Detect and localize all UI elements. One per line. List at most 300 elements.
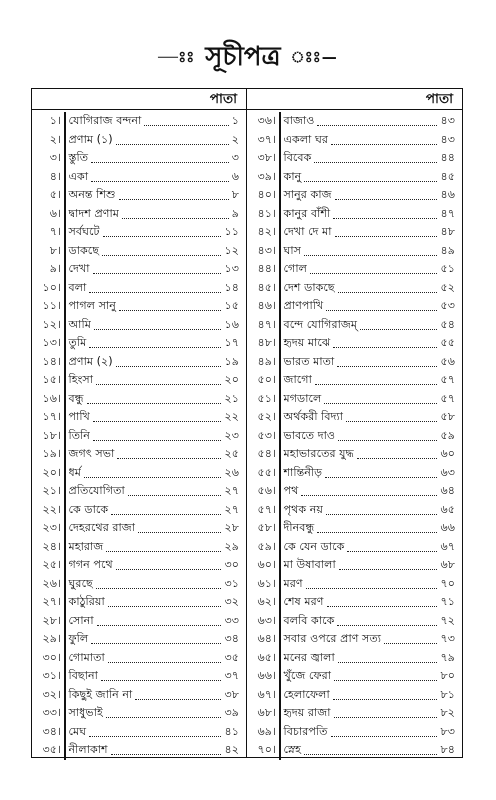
- entry-page-number: ৫১: [440, 262, 455, 275]
- list-item[interactable]: [247, 390, 462, 409]
- dot-leader: [310, 264, 438, 274]
- dot-leader: [338, 653, 438, 663]
- entry-title: জগৎ সভা: [68, 447, 115, 460]
- dot-leader: [101, 671, 222, 681]
- entry-page-number: ৬৪: [440, 484, 455, 497]
- entry-page-number: ৫৪: [440, 317, 455, 331]
- column-divider: [279, 556, 281, 575]
- dot-leader: [331, 135, 437, 145]
- list-item[interactable]: [247, 667, 462, 686]
- entry-number: ২৭।: [42, 595, 61, 608]
- column-divider: [279, 297, 281, 316]
- entry-page-number: ৪৪: [440, 151, 455, 164]
- column-divider: [64, 186, 66, 205]
- dot-leader: [119, 190, 229, 200]
- list-item[interactable]: [32, 686, 246, 705]
- entry-number: ৪৮।: [257, 336, 276, 349]
- entry-number: ৫৬।: [257, 484, 276, 497]
- list-item[interactable]: [247, 297, 462, 316]
- list-item[interactable]: [32, 482, 246, 501]
- entry-page-number: ৪৩: [440, 114, 455, 127]
- entry-page-number: ৪৬: [440, 188, 455, 201]
- entry-number: ২।: [49, 132, 61, 146]
- entry-title: বন্দে যোগিরাজম্: [283, 317, 358, 331]
- list-item[interactable]: [247, 260, 462, 279]
- list-item[interactable]: [32, 242, 246, 261]
- column-divider: [279, 242, 281, 261]
- entry-number: ৫০।: [257, 373, 276, 386]
- list-item[interactable]: [247, 556, 462, 575]
- column-divider: [279, 612, 281, 631]
- entry-title: সর্বঘটে: [68, 225, 100, 238]
- list-item[interactable]: [247, 353, 462, 372]
- entry-number: ৬৬।: [257, 669, 276, 682]
- list-item[interactable]: [247, 612, 462, 631]
- column-divider: [64, 482, 66, 501]
- list-item[interactable]: [247, 334, 462, 353]
- entry-page-number: ৮৩: [440, 724, 455, 738]
- list-item[interactable]: [32, 260, 246, 279]
- entry-number: ৬৮।: [257, 706, 276, 719]
- column-divider: [64, 242, 66, 261]
- entry-title: স্নেহ: [283, 743, 302, 756]
- entry-title: দেখা দে মা: [283, 225, 332, 238]
- entry-number: ৪৯।: [257, 354, 276, 368]
- entry-number: ১০।: [42, 280, 61, 294]
- entry-title: বন্ধু: [68, 391, 84, 405]
- dot-leader: [102, 246, 221, 256]
- title-ornament-right: ঃঃ—: [290, 47, 338, 66]
- entry-number: ২৪।: [42, 539, 61, 553]
- entry-title: তুমি: [68, 336, 87, 349]
- entry-page-number: ৪৩: [440, 132, 455, 146]
- dot-leader: [304, 745, 437, 755]
- entry-number: ১৪।: [42, 354, 61, 368]
- list-item[interactable]: [32, 408, 246, 427]
- list-item[interactable]: [247, 649, 462, 668]
- list-item[interactable]: [32, 149, 246, 168]
- entry-page-number: ৫৮: [440, 410, 455, 423]
- list-item[interactable]: [32, 667, 246, 686]
- dot-leader: [116, 357, 222, 367]
- column-divider: [279, 575, 281, 594]
- entry-title: ধর্ম: [68, 465, 81, 479]
- entry-title: বাজাও: [283, 114, 315, 127]
- entry-page-number: ৪৮: [440, 225, 455, 238]
- entry-title: সোনা: [68, 613, 94, 627]
- list-item[interactable]: [247, 630, 462, 649]
- dot-leader: [84, 468, 221, 478]
- entry-page-number: ১৬: [224, 317, 239, 331]
- column-divider: [279, 168, 281, 187]
- list-item[interactable]: [247, 464, 462, 483]
- entry-number: ৩৮।: [257, 151, 276, 164]
- entry-page-number: ৩৪: [224, 632, 239, 645]
- entry-title: হৃদয় মাঝে: [283, 336, 331, 349]
- list-item[interactable]: [247, 723, 462, 742]
- entry-number: ৬৫।: [257, 650, 276, 664]
- dot-leader: [122, 209, 229, 219]
- entry-page-number: ৬৭: [440, 539, 455, 553]
- dot-leader: [106, 708, 222, 718]
- list-item[interactable]: [32, 575, 246, 594]
- column-divider: [64, 371, 66, 390]
- entry-number: ৫৫।: [257, 465, 276, 479]
- list-item[interactable]: [247, 686, 462, 705]
- list-item[interactable]: [32, 501, 246, 520]
- list-item[interactable]: [247, 501, 462, 520]
- entry-page-number: ২: [231, 132, 239, 146]
- column-divider: [279, 131, 281, 150]
- entry-title: নীলাকাশ: [68, 743, 108, 756]
- list-item[interactable]: [32, 112, 246, 131]
- column-divider: [279, 112, 281, 131]
- entry-title: সবার ওপরে প্রাণ সত্য: [283, 632, 382, 645]
- dot-leader: [111, 505, 221, 515]
- dot-leader: [335, 227, 438, 237]
- list-item[interactable]: [247, 186, 462, 205]
- dot-leader: [384, 634, 437, 644]
- dot-leader: [317, 116, 437, 126]
- column-divider: [279, 223, 281, 242]
- contents-table: [31, 88, 463, 758]
- column-divider: [279, 649, 281, 668]
- entry-number: ৪৪।: [257, 262, 276, 275]
- entry-number: ১৩।: [42, 336, 61, 349]
- entry-number: ১৫।: [42, 373, 61, 386]
- column-divider: [64, 112, 66, 131]
- entry-number: ৭০।: [257, 743, 276, 756]
- entry-page-number: ৫২: [440, 280, 455, 294]
- entry-title: দেশ ডাকছে: [283, 280, 335, 294]
- dot-leader: [315, 375, 438, 385]
- entry-page-number: ৭৩: [440, 632, 455, 645]
- entry-title: অর্থকরী বিদ্যা: [283, 410, 343, 423]
- list-item[interactable]: [32, 131, 246, 150]
- column-divider: [279, 519, 281, 538]
- entry-page-number: ১৭: [224, 336, 239, 349]
- entry-title: প্রতিযোগিতা: [68, 484, 125, 497]
- column-divider: [64, 519, 66, 538]
- list-item[interactable]: [32, 427, 246, 446]
- column-divider: [64, 353, 66, 372]
- page-title: [0, 38, 496, 78]
- entry-number: ৬৪।: [257, 632, 276, 645]
- list-item[interactable]: [247, 741, 462, 760]
- entry-title: কানু: [283, 169, 302, 183]
- entry-number: ৪৫।: [257, 280, 276, 294]
- list-item[interactable]: [32, 741, 246, 760]
- column-divider: [279, 667, 281, 686]
- contents-list-left: [32, 110, 246, 757]
- entry-number: ৫।: [49, 188, 61, 201]
- dot-leader: [337, 616, 437, 626]
- list-item[interactable]: [32, 704, 246, 723]
- entry-title: শেষ মরণ: [283, 595, 324, 608]
- entry-page-number: ৪২: [224, 743, 239, 756]
- entry-title: মগডালে: [283, 391, 322, 405]
- column-divider: [64, 445, 66, 464]
- dot-leader: [119, 301, 222, 311]
- entry-number: ১৭।: [42, 410, 61, 423]
- column-divider: [64, 149, 66, 168]
- entry-title: গগন পথে: [68, 558, 113, 571]
- dot-leader: [334, 671, 437, 681]
- entry-page-number: ৬৫: [440, 502, 455, 516]
- entry-page-number: ৯: [231, 206, 239, 220]
- list-item[interactable]: [247, 593, 462, 612]
- entry-title: প্রণাম (২): [68, 354, 113, 368]
- column-divider: [279, 704, 281, 723]
- entry-page-number: ২৭: [224, 502, 239, 516]
- list-item[interactable]: [32, 223, 246, 242]
- entry-page-number: ৩: [231, 151, 239, 164]
- list-item[interactable]: [247, 445, 462, 464]
- column-divider: [64, 501, 66, 520]
- list-item[interactable]: [32, 316, 246, 335]
- entry-page-number: ১৯: [224, 354, 239, 368]
- entry-title: পৃথক নয়: [283, 502, 323, 516]
- dot-leader: [304, 246, 437, 256]
- entry-title: সাধুভাই: [68, 706, 103, 719]
- list-item[interactable]: [32, 390, 246, 409]
- page-column-header: পাতা: [32, 89, 246, 110]
- dot-leader: [97, 616, 222, 626]
- dot-leader: [108, 597, 222, 607]
- entry-page-number: ৭১: [440, 595, 455, 608]
- list-item[interactable]: [32, 445, 246, 464]
- dot-leader: [306, 579, 438, 589]
- column-divider: [279, 723, 281, 742]
- dot-leader: [91, 172, 229, 182]
- column-divider: [279, 464, 281, 483]
- list-item[interactable]: [247, 112, 462, 131]
- entry-page-number: ৩৫: [224, 650, 239, 664]
- entry-page-number: ১৩: [224, 262, 239, 275]
- list-item[interactable]: [32, 593, 246, 612]
- list-item[interactable]: [32, 556, 246, 575]
- entry-number: ১২।: [42, 317, 61, 331]
- list-item[interactable]: [247, 205, 462, 224]
- column-divider: [64, 686, 66, 705]
- entry-number: ২২।: [42, 502, 61, 516]
- list-item[interactable]: [247, 168, 462, 187]
- entry-number: ১৬।: [42, 391, 61, 405]
- entry-title: দেহরথের রাজা: [68, 521, 136, 534]
- list-item[interactable]: [247, 704, 462, 723]
- column-divider: [64, 649, 66, 668]
- entry-title: বিবেক: [283, 151, 312, 164]
- list-item[interactable]: [32, 371, 246, 390]
- list-item[interactable]: [247, 519, 462, 538]
- column-divider: [64, 704, 66, 723]
- dot-leader: [339, 560, 438, 570]
- entry-page-number: ৩৮: [224, 687, 239, 701]
- entry-number: ২৯।: [42, 632, 61, 645]
- entry-page-number: ২৩: [224, 428, 239, 442]
- entry-number: ৩২।: [42, 687, 61, 701]
- dot-leader: [331, 727, 438, 737]
- list-item[interactable]: [32, 168, 246, 187]
- dot-leader: [93, 264, 222, 274]
- entry-number: ২৮।: [42, 613, 61, 627]
- entry-title: কে যেন ডাকে: [283, 539, 345, 553]
- entry-title: পথ: [283, 484, 299, 497]
- column-divider: [64, 593, 66, 612]
- entry-title: ভারত মাতা: [283, 354, 335, 368]
- column-divider: [64, 279, 66, 298]
- entry-title: দ্বাদশ প্রণাম: [68, 206, 120, 220]
- column-divider: [64, 575, 66, 594]
- list-item[interactable]: [32, 186, 246, 205]
- entry-page-number: ১১: [224, 225, 239, 238]
- entry-number: ৩৫।: [42, 743, 61, 756]
- entry-number: ৪০।: [257, 188, 276, 201]
- entry-page-number: ৬৩: [440, 465, 455, 479]
- entry-title: মরণ: [283, 576, 303, 590]
- dot-leader: [103, 227, 222, 237]
- entry-page-number: ৫৬: [440, 354, 455, 368]
- dot-leader: [87, 394, 222, 404]
- entry-page-number: ৭৯: [440, 650, 455, 664]
- column-divider: [64, 667, 66, 686]
- entry-title: ঘাস: [283, 243, 302, 257]
- entry-page-number: ১২: [224, 243, 239, 257]
- list-item[interactable]: [247, 131, 462, 150]
- list-item[interactable]: [32, 649, 246, 668]
- column-divider: [64, 316, 66, 335]
- column-divider: [279, 186, 281, 205]
- title-ornament-left: —ঃঃ: [158, 47, 196, 66]
- entry-title: হেলাফেলা: [283, 687, 330, 701]
- list-item[interactable]: [247, 149, 462, 168]
- entry-title: যোগিরাজ বন্দনা: [68, 114, 142, 127]
- entry-page-number: ৩১: [224, 576, 239, 590]
- list-item[interactable]: [32, 353, 246, 372]
- dot-leader: [96, 579, 222, 589]
- entry-number: ৫৮।: [257, 521, 276, 534]
- entry-number: ৬৩।: [257, 613, 276, 627]
- list-item[interactable]: [32, 612, 246, 631]
- list-item[interactable]: [247, 427, 462, 446]
- dot-leader: [106, 542, 221, 552]
- list-item[interactable]: [247, 408, 462, 427]
- title-text: সূচীপত্র: [205, 42, 281, 72]
- dot-leader: [338, 283, 438, 293]
- entry-title: মেঘ: [68, 724, 87, 738]
- entry-number: ৫১।: [257, 391, 276, 405]
- list-item[interactable]: [247, 538, 462, 557]
- list-item[interactable]: [32, 519, 246, 538]
- dot-leader: [93, 431, 221, 441]
- list-item[interactable]: [247, 316, 462, 335]
- dot-leader: [324, 394, 437, 404]
- list-item[interactable]: [32, 464, 246, 483]
- dot-leader: [91, 153, 229, 163]
- entry-number: ৬১।: [257, 576, 276, 590]
- entry-title: সানুর কাজ: [283, 188, 332, 201]
- list-item[interactable]: [247, 279, 462, 298]
- dot-leader: [314, 153, 437, 163]
- entry-number: ৪৭।: [257, 317, 276, 331]
- entry-number: ৬৭।: [257, 687, 276, 701]
- list-item[interactable]: [247, 575, 462, 594]
- list-item[interactable]: [247, 242, 462, 261]
- entry-number: ২৩।: [42, 521, 61, 534]
- entry-number: ১৮।: [42, 428, 61, 442]
- entry-page-number: ৬: [231, 169, 239, 183]
- entry-title: কাঠুরিয়া: [68, 595, 105, 608]
- entry-page-number: ২৬: [224, 465, 239, 479]
- entry-title: মহাভারতের যুদ্ধ: [283, 447, 354, 460]
- dot-leader: [304, 172, 437, 182]
- list-item[interactable]: [32, 279, 246, 298]
- list-item[interactable]: [32, 630, 246, 649]
- entry-page-number: ৩৯: [224, 706, 239, 719]
- column-divider: [279, 279, 281, 298]
- entry-number: ৬০।: [257, 558, 276, 571]
- entry-title: হৃদয় রাজা: [283, 706, 331, 719]
- entry-page-number: ৬৬: [440, 521, 455, 534]
- column-divider: [64, 556, 66, 575]
- entry-title: খুঁজে ফেরা: [283, 669, 332, 682]
- entry-number: ২৬।: [42, 576, 61, 590]
- list-item[interactable]: [32, 723, 246, 742]
- column-divider: [64, 741, 66, 760]
- entry-title: কে ডাকে: [68, 502, 109, 516]
- column-divider: [279, 371, 281, 390]
- column-divider: [279, 686, 281, 705]
- list-item[interactable]: [32, 297, 246, 316]
- list-item[interactable]: [32, 538, 246, 557]
- entry-page-number: ১৪: [224, 280, 239, 294]
- column-divider: [64, 464, 66, 483]
- entry-number: ৪১।: [257, 206, 276, 220]
- dot-leader: [116, 560, 222, 570]
- entry-title: শান্তিনীড়: [283, 465, 323, 479]
- column-divider: [279, 408, 281, 427]
- entry-page-number: ৬৮: [440, 558, 455, 571]
- list-item[interactable]: [247, 482, 462, 501]
- entry-number: ৫৩।: [257, 428, 276, 442]
- column-divider: [279, 149, 281, 168]
- entry-page-number: ২৭: [224, 484, 239, 497]
- list-item[interactable]: [32, 205, 246, 224]
- dot-leader: [91, 634, 221, 644]
- entry-page-number: ৮২: [440, 706, 455, 719]
- entry-number: ৫৭।: [257, 502, 276, 516]
- entry-page-number: ১: [231, 114, 239, 127]
- entry-title: একলা ঘর: [283, 132, 329, 146]
- entry-number: ৫৪।: [257, 447, 276, 460]
- dot-leader: [326, 301, 437, 311]
- entry-page-number: ৫৩: [440, 299, 455, 312]
- column-divider: [279, 741, 281, 760]
- dot-leader: [111, 745, 222, 755]
- dot-leader: [346, 412, 438, 422]
- entry-title: আমি: [68, 317, 91, 331]
- column-divider: [279, 630, 281, 649]
- list-item[interactable]: [247, 371, 462, 390]
- dot-leader: [116, 135, 229, 145]
- dot-leader: [347, 542, 437, 552]
- entry-page-number: ৮১: [440, 687, 455, 701]
- entry-page-number: ৭০: [440, 576, 455, 590]
- entry-number: ৫২।: [257, 410, 276, 423]
- entry-page-number: ২৮: [224, 521, 239, 534]
- list-item[interactable]: [247, 223, 462, 242]
- list-item[interactable]: [32, 334, 246, 353]
